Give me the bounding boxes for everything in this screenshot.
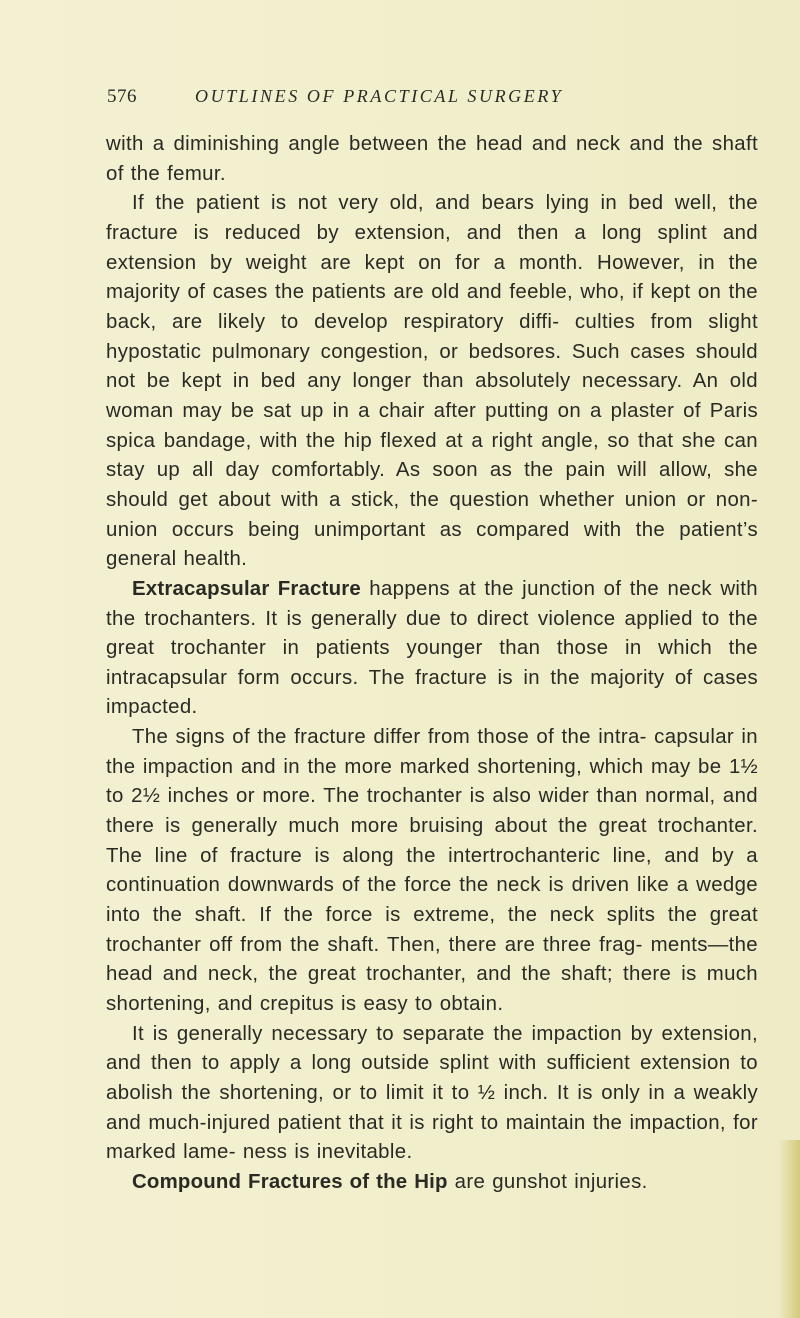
page-edge-shadow: [778, 1140, 800, 1318]
paragraph: [106, 1168, 758, 1198]
page-header: [107, 86, 707, 114]
paragraph-text: It is generally necessary to separate the impaction by extension, and then to apply a long outside splint with sufficient extension to abolish the shortening, or to limit it to ½ inch. It is only in a weakly and much-injured patient that it is right to maintain the impaction, for marked lame- ness is inevitable.: [106, 1022, 758, 1164]
paragraph: [106, 130, 758, 189]
paragraph: [106, 189, 758, 575]
paragraph-text: with a diminishing angle between the head and neck and the shaft of the femur.: [106, 133, 758, 185]
body-text: [106, 130, 758, 1198]
paragraph-text: happens at the junction of the neck with the trochanters. It is generally due to direct violence applied to the great trochanter in patients younger than those in which the intracapsular form occurs. The fracture is in the majority of cases impacted.: [106, 577, 758, 719]
paragraph-text: are gunshot injuries.: [447, 1170, 648, 1193]
running-head: OUTLINES OF PRACTICAL SURGERY: [195, 86, 564, 106]
paragraph: [106, 575, 758, 723]
paragraph: [106, 723, 758, 1020]
paragraph: [106, 1020, 758, 1168]
section-heading-compound: Compound Fractures of the Hip: [132, 1170, 448, 1193]
paragraph-text: If the patient is not very old, and bears lying in bed well, the fracture is reduced by extension, and then a long splint and extension by weight are kept on for a month. However, in the majority of cases the patients are old and feeble, who, if kept on the back, are likely to develop respiratory diffi- culties from slight hypostatic pulmonary congestion, or bedsores. Such cases should not be kept in bed any longer than absolutely necessary. An old woman may be sat up in a chair after putting on a plaster of Paris spica bandage, with the hip flexed at a right angle, so that she can stay up all day comfortably. As soon as the pain will allow, she should get about with a stick, the question whether union or non-union occurs being unimportant as compared with the patient’s general health.: [106, 192, 758, 571]
page-number: 576: [107, 86, 137, 107]
section-heading-extracapsular: Extracapsular Fracture: [132, 577, 361, 600]
paragraph-text: The signs of the fracture differ from those of the intra- capsular in the impaction and in the more marked shortening, which may be 1½ to 2½ inches or more. The trochanter is also wider than normal, and there is generally much more bruising about the great trochanter. The line of fracture is along the intertrochanteric line, and by a continuation downwards of the force the neck is driven like a wedge into the shaft. If the force is extreme, the neck splits the great trochanter off from the shaft. Then, there are three frag- ments—the head and neck, the great trochanter, and the shaft; there is much shortening, and crepitus is easy to obtain.: [106, 726, 758, 1016]
